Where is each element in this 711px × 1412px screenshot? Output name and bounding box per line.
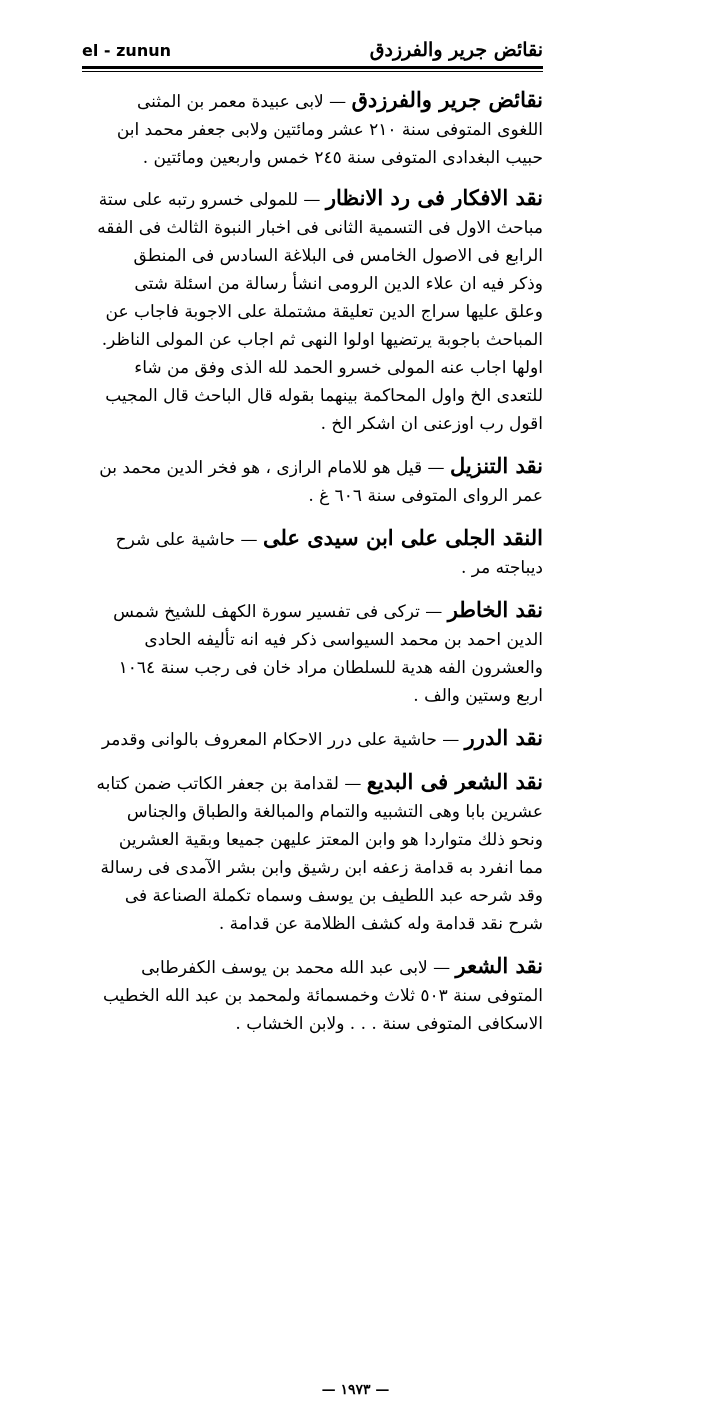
running-header — [82, 36, 543, 64]
entry-dash: — — [419, 602, 448, 622]
entry-title: نقد التنزيل — [449, 453, 543, 478]
entry — [96, 596, 543, 710]
entry-dash: — — [323, 92, 352, 112]
header-rule-thick — [82, 66, 543, 69]
entry-title: النقد الجلى على ابن سيدى على — [262, 525, 543, 550]
entry-text: لقدامة بن جعفر الكاتب ضمن كتابه عشرين بابا وهى التشبيه والتمام والمبالغة والطباق والجناس ونحو ذلك متواردا هو وابن المعتز عليهن جميعا وبقية العشرين مما انفرد به قدامة زعفه ابن رشيق وابن بشر الآمدى فى رسالة وقد شرحه عبد اللطيف بن يوسف وسماه تكملة الصناعة فى شرح نقد قدامة وله كشف الظلامة عن قدامة . — [96, 774, 543, 934]
entry-title: نقد الشعر — [455, 953, 543, 978]
entry — [96, 452, 543, 510]
entry-dash: — — [436, 730, 465, 750]
entry-dash: — — [427, 958, 456, 978]
entry-title: نقد الدرر — [464, 725, 543, 750]
entry-text: للمولى خسرو رتبه على ستة مباحث الاول فى التسمية الثانى فى اخبار النبوة الثالث فى الفقه الرابع فى الاصول الخامس فى البلاغة السادس فى المنطق وذكر فيه ان علاء الدين الرومى انشأ رسالة من اسئلة شتى وعلق عليها سراج الدين تعليقة مشتملة على الاجوبة فاجاب عن المباحث باجوبة يرتضيها اولوا النهى ثم اجاب عن المولى الناظر. اولها اجاب عنه المولى خسرو الحمد لله الذى وفق من شاء للتعدى الخ واول المحاكمة بينهما بقوله قال الباحث قال المجيب اقول رب اوزعنى ان اشكر الخ . — [97, 190, 543, 434]
entries-list — [96, 86, 543, 1052]
entry-text: لابى عبد الله محمد بن يوسف الكفرطابى المتوفى سنة ٥٠٣ ثلاث وخمسمائة ولمحمد بن عبد الله الخطيب الاسكافى المتوفى سنة . . . ولابن الخشاب . — [102, 958, 543, 1034]
entry-dash: — — [422, 458, 450, 478]
page-number: — ١٩٧٣ — — [321, 1382, 390, 1398]
entry — [96, 768, 543, 938]
entry — [96, 724, 543, 754]
entry — [96, 86, 543, 172]
entry-text: قيل هو للامام الرازى ، هو فخر الدين محمد بن عمر الرواى المتوفى سنة ٦٠٦ غ . — [99, 458, 543, 506]
entry-title: نقائض جرير والفرزدق — [351, 87, 543, 112]
entry-dash: — — [235, 530, 263, 550]
entry-dash: — — [298, 190, 326, 210]
entry-title: نقد الخاطر — [447, 597, 543, 622]
entry — [96, 952, 543, 1038]
entry-text: حاشية على شرح ديباجته مر . — [115, 530, 543, 578]
entry-text: لابى عبيدة معمر بن المثنى اللغوى المتوفى سنة ٢١٠ عشر ومائتين ولابى جعفر محمد ابن حبيب البغدادى المتوفى سنة ٢٤٥ خمس واربعين ومائتين . — [116, 92, 543, 168]
entry-text: حاشية على درر الاحكام المعروف بالوانى وقدمر — [101, 730, 437, 750]
header-rule-thin — [82, 71, 543, 72]
entry — [96, 184, 543, 438]
entry-title: نقد الشعر فى البديع — [366, 769, 543, 794]
entry-text: تركى فى تفسير سورة الكهف للشيخ شمس الدين احمد بن محمد السيواسى ذكر فيه انه تأليفه الحادى والعشرون الفه هدية للسلطان مراد خان فى رجب سنة ١٠٦٤ اربع وستين والف . — [113, 602, 543, 706]
entry — [96, 524, 543, 582]
entry-title: نقد الافكار فى رد الانظار — [325, 185, 543, 210]
entry-dash: — — [338, 774, 367, 794]
header-title: نقائض جرير والفرزدق — [369, 39, 543, 61]
header-left-text: el - zunun — [82, 40, 171, 60]
